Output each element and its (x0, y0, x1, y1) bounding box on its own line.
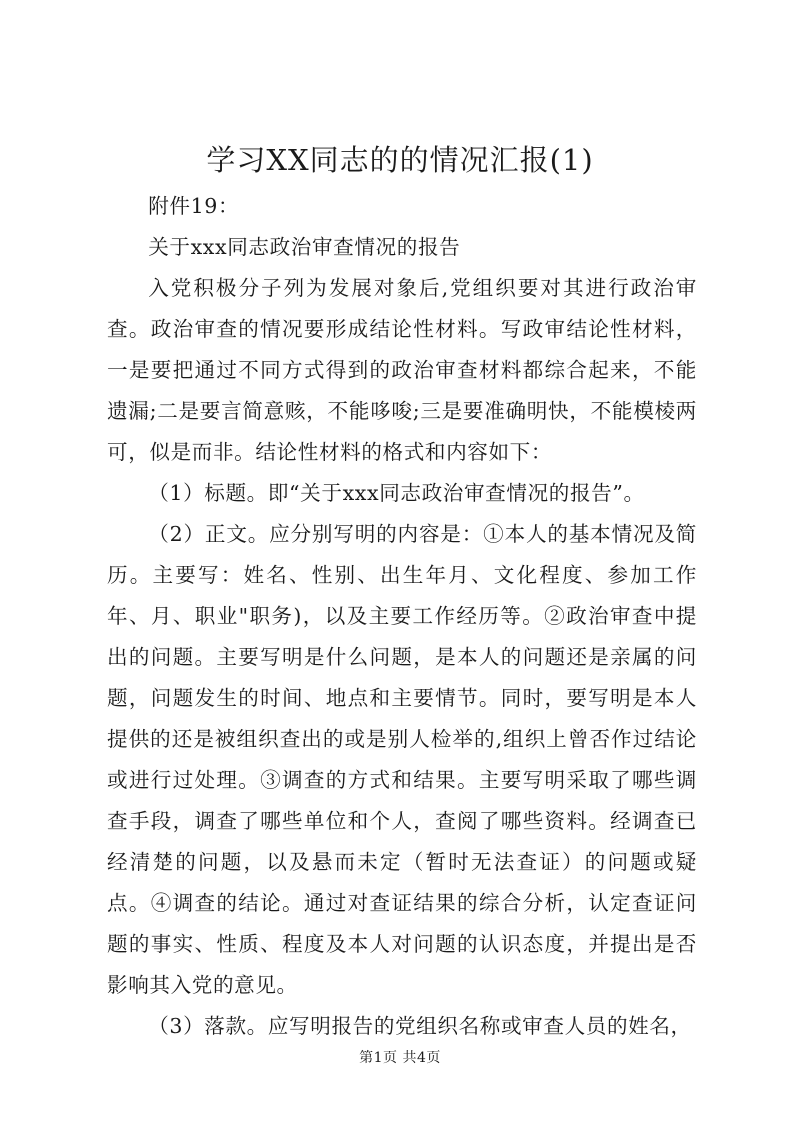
document-body (107, 186, 697, 1047)
paragraph-report-heading: 关于xxx同志政治审查情况的报告 (148, 235, 461, 259)
paragraph-section-signature: （3）落款。应写明报告的党组织名称或审查人员的姓名， (148, 1014, 692, 1038)
page-number: 第1页 共4页 (359, 1050, 441, 1066)
paragraph-introduction: 入党积极分子列为发展对象后,党组织要对其进行政治审查。政治审查的情况要形成结论性材料。写政审结论性材料，一是要把通过不同方式得到的政治审查材料都综合起来，不能遗漏;二是要言简意赅，不能哆唆;三是要准确明快，不能模棱两可，似是而非。结论性材料的格式和内容如下： (107, 276, 697, 464)
paragraph-section-title: （1）标题。即“关于xxx同志政治审查情况的报告”。 (148, 481, 645, 505)
document-title: 学习XX同志的的情况汇报(1) (206, 143, 594, 177)
paragraph-attachment-label: 附件19： (148, 194, 240, 218)
paragraph-section-body: （2）正文。应分别写明的内容是：①本人的基本情况及简历。主要写：姓名、性别、出生年月、文化程度、参加工作年、月、职业"职务)，以及主要工作经历等。②政治审查中提出的问题。主要写明是什么问题，是本人的问题还是亲属的问题，问题发生的时间、地点和主要情节。同时，要写明是本人提供的还是被组织查出的或是别人检举的,组织上曾否作过结论或进行过处理。③调查的方式和结果。主要写明采取了哪些调查手段，调查了哪些单位和个人，查阅了哪些资料。经调查已经清楚的问题，以及悬而未定（暂时无法查证）的问题或疑点。④调查的结论。通过对查证结果的综合分析，认定查证问题的事实、性质、程度及本人对问题的认识态度，并提出是否影响其入党的意见。 (107, 522, 697, 997)
